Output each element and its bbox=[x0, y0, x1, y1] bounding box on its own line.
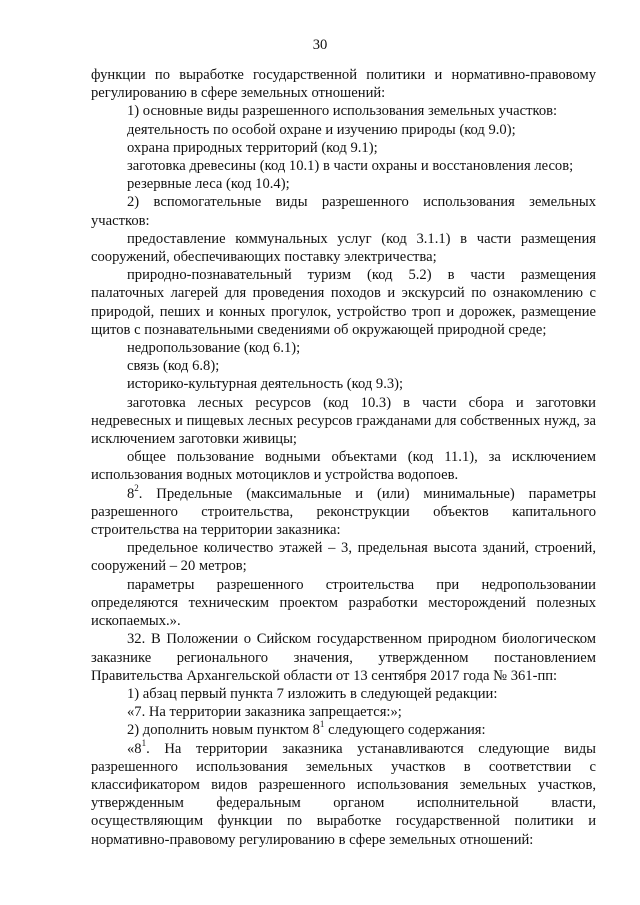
paragraph-text: связь (код 6.8); bbox=[127, 358, 220, 375]
paragraph bbox=[91, 121, 596, 139]
paragraph bbox=[91, 230, 596, 266]
paragraph-text: «7. На территории заказника запрещается:»; bbox=[127, 704, 402, 721]
paragraph-text: 32. В Положении о Сийском государственном природном биологическом заказнике регионального значения, утвержденном постановлением Правительства Архангельской области от 13 сентября 2017 года № 361-пп: bbox=[91, 631, 596, 684]
paragraph bbox=[91, 357, 596, 375]
paragraph bbox=[91, 482, 596, 540]
paragraph-text: 1) основные виды разрешенного использования земельных участков: bbox=[127, 103, 558, 120]
paragraph bbox=[91, 721, 596, 739]
paragraph-text: заготовка лесных ресурсов (код 10.3) в части сбора и заготовки недревесных и пищевых лесных ресурсов гражданами для собственных нужд, за исключением заготовки живицы; bbox=[91, 394, 596, 448]
paragraph bbox=[91, 175, 596, 193]
page-number: 30 bbox=[312, 37, 328, 53]
paragraph-text: заготовка древесины (код 10.1) в части охраны и восстановления лесов; bbox=[127, 158, 574, 175]
paragraph-text: общее пользование водными объектами (код 11.1), за исключением использования водных мотоциклов и устройства водопоев. bbox=[91, 449, 596, 484]
paragraph bbox=[91, 66, 596, 102]
paragraph-text: историко-культурная деятельность (код 9.3); bbox=[127, 376, 404, 393]
paragraph bbox=[91, 539, 596, 575]
paragraph-text: резервные леса (код 10.4); bbox=[127, 176, 290, 193]
paragraph bbox=[91, 394, 596, 449]
paragraph bbox=[91, 375, 596, 393]
paragraph-text: охрана природных территорий (код 9.1); bbox=[127, 139, 378, 156]
paragraph bbox=[91, 193, 596, 229]
paragraph bbox=[91, 266, 596, 339]
superscript-index: 2 bbox=[134, 482, 139, 493]
paragraph-prefix: «8 bbox=[127, 740, 142, 757]
superscript-index: 1 bbox=[319, 719, 325, 730]
paragraph-prefix: 8 bbox=[127, 485, 135, 502]
paragraph bbox=[91, 685, 596, 703]
paragraph-text: . Предельные (максимальные и (или) минимальные) параметры разрешенного строительства, реконструкции объектов капитального строительства на территории заказника: bbox=[91, 485, 596, 539]
paragraph-text: предельное количество этажей – 3, предельная высота зданий, строений, сооружений – 20 метров; bbox=[91, 540, 596, 575]
paragraph bbox=[91, 448, 596, 484]
superscript-index: 1 bbox=[141, 737, 147, 748]
paragraph-text: предоставление коммунальных услуг (код 3.1.1) в части размещения сооружений, обеспечивающих поставку электричества; bbox=[91, 230, 596, 266]
paragraph bbox=[91, 157, 596, 175]
paragraph bbox=[91, 630, 596, 685]
document-body bbox=[91, 66, 596, 849]
paragraph-text: параметры разрешенного строительства при недропользовании определяются техническим проектом разработки месторождений полезных ископаемых.». bbox=[91, 576, 596, 630]
paragraph bbox=[91, 139, 596, 157]
paragraph-text: 2) вспомогательные виды разрешенного использования земельных участков: bbox=[91, 194, 596, 229]
paragraph-text: функции по выработке государственной политики и нормативно-правовому регулированию в сфере земельных отношений: bbox=[91, 67, 596, 102]
paragraph bbox=[91, 703, 596, 721]
paragraph bbox=[91, 737, 596, 849]
paragraph bbox=[91, 339, 596, 357]
paragraph-text: недропользование (код 6.1); bbox=[127, 340, 301, 357]
paragraph-text: следующего содержания: bbox=[324, 722, 486, 739]
paragraph bbox=[91, 576, 596, 631]
paragraph-text: деятельность по особой охране и изучению природы (код 9.0); bbox=[127, 121, 516, 138]
paragraph-prefix: 2) дополнить новым пунктом 8 bbox=[127, 722, 320, 739]
paragraph-text: 1) абзац первый пункта 7 изложить в следующей редакции: bbox=[127, 685, 498, 702]
paragraph-text: природно-познавательный туризм (код 5.2) в части размещения палаточных лагерей для проведения походов и экскурсий по ознакомлению с природой, пеших и конных прогулок, устройство троп и дорожек, размещение щитов с познавательными сведениями об окружающей природной среде; bbox=[91, 267, 596, 338]
paragraph bbox=[91, 102, 596, 120]
paragraph-text: . На территории заказника устанавливаются следующие виды разрешенного использования земельных участков в соответствии с классификатором видов разрешенного использования земельных участков, утвержденным федеральным органом исполнительной власти, осуществляющим функции по выработке государственной политики и нормативно-правовому регулированию в сфере земельных отношений: bbox=[91, 740, 596, 848]
